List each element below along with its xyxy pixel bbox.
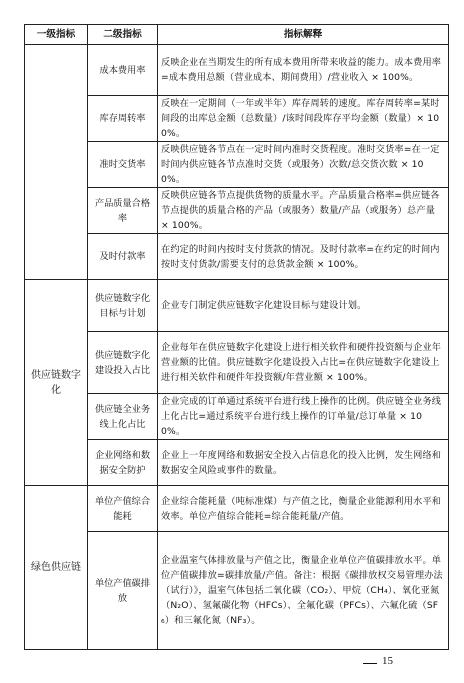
table-row — [25, 142, 449, 188]
table-row — [25, 96, 449, 142]
header-level2: 二级指标 — [88, 25, 158, 45]
table-header-row — [25, 25, 449, 45]
explanation-cell: 企业每年在供应链数字化建设上进行相关软件和硬件投资额与企业年营业额的比值。供应链数字化建设投入占比=在供应链数字化建设上进行相关软件和硬件年投资额/年营业额 × 100%。 — [158, 332, 449, 394]
header-explanation: 指标解释 — [158, 25, 449, 45]
explanation-cell: 企业完成的订单通过系统平台进行线上操作的比例。供应链全业务线上化占比=通过系统平台进行线上操作的订单量/总订单量 × 100%。 — [158, 394, 449, 440]
level1-cell — [25, 45, 88, 280]
level2-cell: 单位产值碳排放 — [88, 532, 158, 650]
level1-cell: 绿色供应链 — [25, 486, 88, 650]
table-row — [25, 332, 449, 394]
level2-cell: 及时付款率 — [88, 234, 158, 280]
level2-cell: 产品质量合格率 — [88, 188, 158, 234]
table-row — [25, 234, 449, 280]
level2-cell: 供应链数字化目标与计划 — [88, 280, 158, 332]
explanation-cell: 企业上一年度网络和数据安全投入占信息化的投入比例，发生网络和数据安全风险或事件的数量。 — [158, 440, 449, 486]
indicator-table — [24, 24, 449, 650]
table-row — [25, 532, 449, 650]
table-row — [25, 394, 449, 440]
explanation-cell: 反映企业在当期发生的所有成本费用所带来收益的能力。成本费用率=成本费用总额（营业成本、期间费用）/营业收入 × 100%。 — [158, 45, 449, 96]
table-row — [25, 486, 449, 532]
explanation-cell: 企业综合能耗量（吨标准煤）与产值之比，衡量企业能源利用水平和效率。单位产值综合能耗=综合能耗量/产值。 — [158, 486, 449, 532]
page-number: 15 — [382, 655, 393, 667]
explanation-cell: 反映供应链各节点提供货物的质量水平。产品质量合格率=供应链各节点提供的质量合格的产品（或服务）数量/产品（或服务）总产量 × 100%。 — [158, 188, 449, 234]
explanation-cell: 反映供应链各节点在一定时间内准时交货程度。准时交货率=在一定时间内供应链各节点准时交货（或服务）次数/总交货次数 × 100%。 — [158, 142, 449, 188]
level2-cell: 库存周转率 — [88, 96, 158, 142]
explanation-cell: 企业专门制定供应链数字化建设目标与建设计划。 — [158, 280, 449, 332]
footer-dash — [363, 663, 377, 664]
table-row — [25, 188, 449, 234]
explanation-cell: 在约定的时间内按时支付货款的情况。及时付款率=在约定的时间内按时支付货款/需要支付的总货款金额 × 100%。 — [158, 234, 449, 280]
explanation-cell: 反映在一定期间（一年或半年）库存周转的速度。库存周转率=某时间段的出库总金额（总数量）/该时间段库存平均金额（数量）× 100%。 — [158, 96, 449, 142]
table-row — [25, 440, 449, 486]
level2-cell: 成本费用率 — [88, 45, 158, 96]
header-level1: 一级指标 — [25, 25, 88, 45]
explanation-cell: 企业温室气体排放量与产值之比，衡量企业单位产值碳排放水平。单位产值碳排放=碳排放量/产值。备注：根据《碳排放权交易管理办法（试行）》，温室气体包括二氧化碳（CO₂）、甲烷（CH₄）、氧化亚氮（N₂O）、氢氟碳化物（HFCs）、全氟化碳（PFCs）、六氟化硫（SF₆）和三氟化氮（NF₃）。 — [158, 532, 449, 650]
level2-cell: 供应链数字化建设投入占比 — [88, 332, 158, 394]
level2-cell: 单位产值综合能耗 — [88, 486, 158, 532]
level2-cell: 供应链全业务线上化占比 — [88, 394, 158, 440]
level1-cell: 供应链数字化 — [25, 280, 88, 486]
table-row — [25, 45, 449, 96]
level2-cell: 企业网络和数据安全防护 — [88, 440, 158, 486]
level2-cell: 准时交货率 — [88, 142, 158, 188]
table-row — [25, 280, 449, 332]
